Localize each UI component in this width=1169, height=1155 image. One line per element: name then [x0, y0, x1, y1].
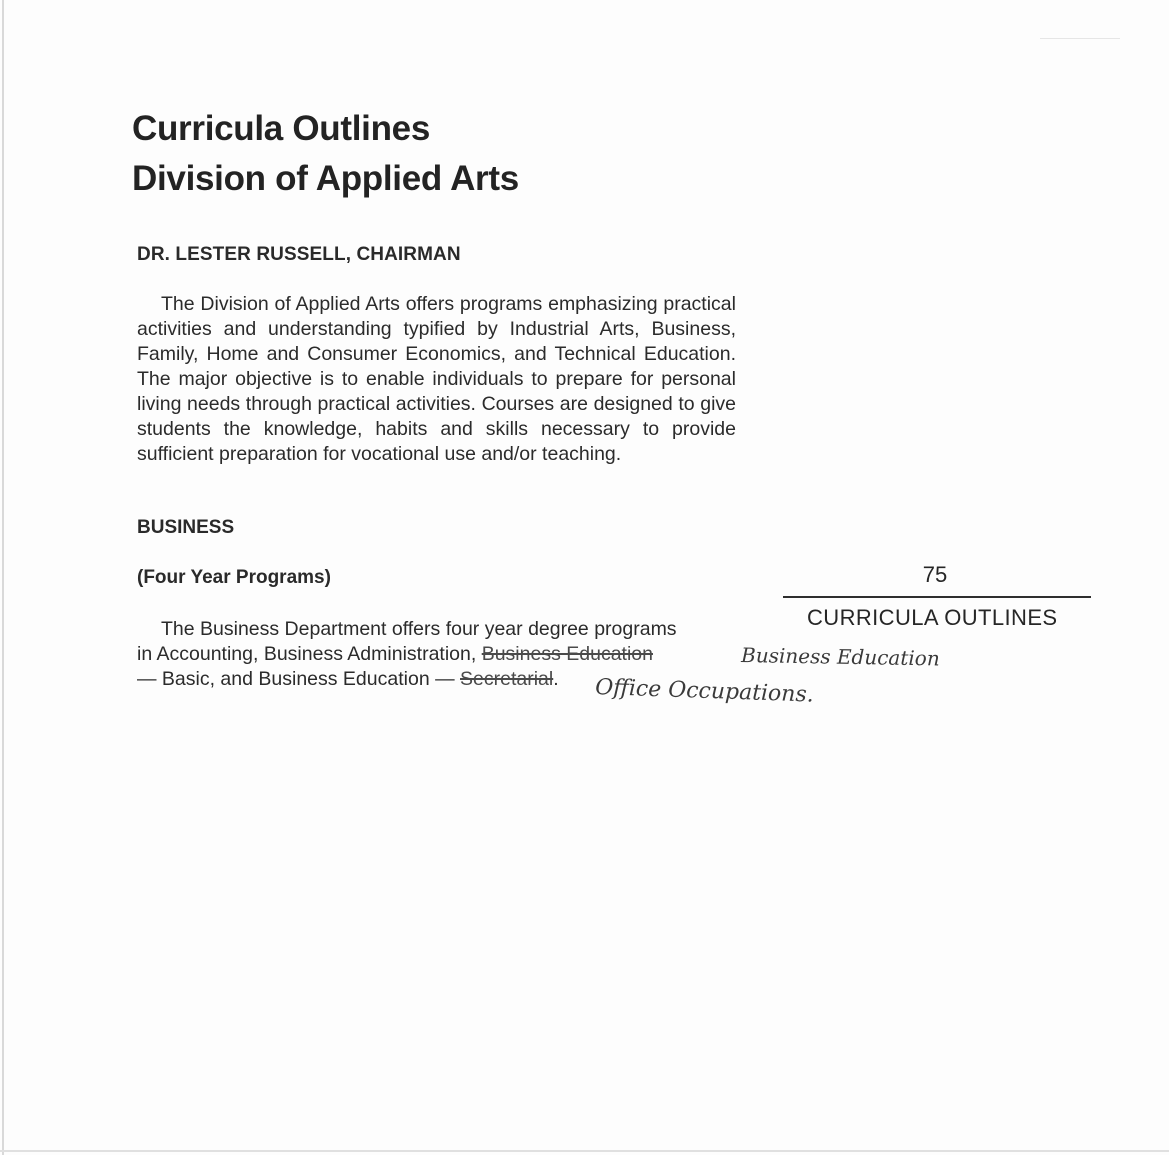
page-number: 75	[922, 562, 948, 587]
struck-text-business-education: Business Education	[481, 643, 653, 665]
scan-edge-bottom	[0, 1150, 1169, 1152]
business-line-2-text: in Accounting, Business Administration,	[137, 643, 477, 665]
intro-paragraph: The Division of Applied Arts offers programs emphasizing practical activities and understanding typified by Industrial Arts, Business, Family, Home and Consumer Economics, and Technical Education. The major objective is to enable individuals to prepare for personal living needs through practical activities. Courses are designed to give students the knowledge, habits and skills necessary to provide sufficient preparation for vocational use and/or teaching.	[137, 293, 736, 465]
business-heading: BUSINESS	[137, 517, 235, 538]
business-line-2	[137, 642, 777, 667]
business-line-1: The Business Department offers four year degree programs	[161, 618, 677, 640]
scan-edge-left	[2, 0, 4, 1155]
handwritten-annotation	[594, 638, 975, 708]
handwritten-insert-business-education: Business Education	[740, 643, 940, 671]
scan-mark	[1040, 38, 1120, 39]
business-line-3-text: — Basic, and Business Education —	[137, 668, 455, 690]
struck-text-secretarial: Secretarial	[460, 668, 554, 690]
title-line-2: Division of Applied Arts	[132, 159, 519, 198]
chairman-heading: DR. LESTER RUSSELL, CHAIRMAN	[137, 244, 461, 265]
business-line-3: — Basic, and Business Education — Secretarial.	[137, 668, 559, 690]
title-line-1: Curricula Outlines	[132, 109, 430, 148]
handwritten-insert-office-occupations: Office Occupations.	[594, 675, 815, 708]
running-header-rule	[783, 596, 1091, 598]
page-title	[132, 104, 519, 204]
four-year-programs-heading: (Four Year Programs)	[137, 567, 331, 588]
running-header-title: CURRICULA OUTLINES	[807, 605, 1058, 630]
